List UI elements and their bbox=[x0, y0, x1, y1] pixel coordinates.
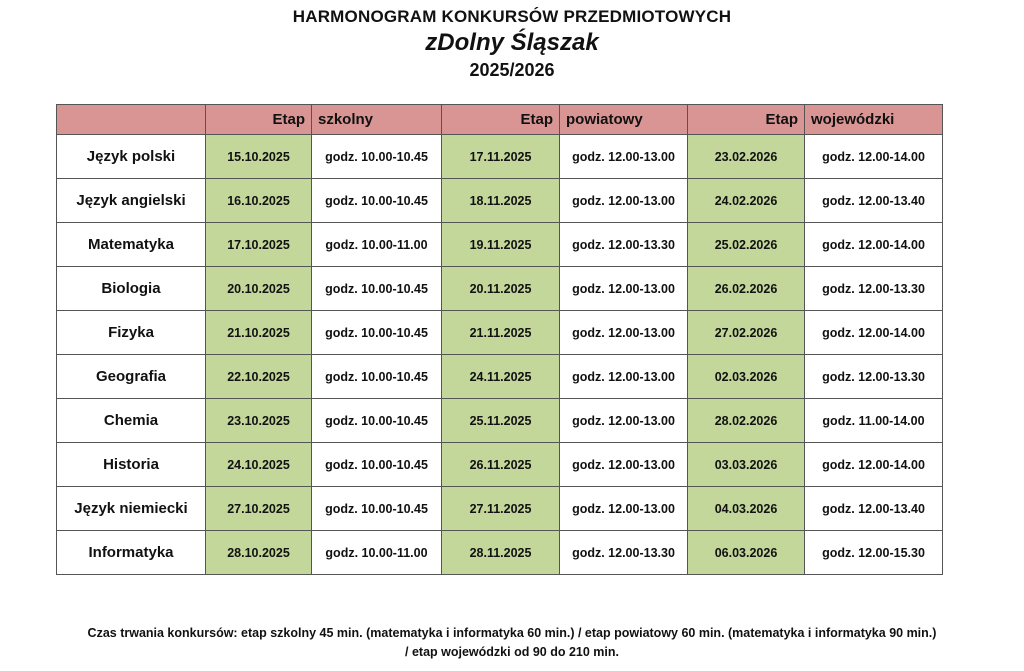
wojewodzki-date-cell: 04.03.2026 bbox=[688, 487, 805, 531]
szkolny-date-cell: 23.10.2025 bbox=[206, 399, 312, 443]
table-row bbox=[57, 487, 943, 531]
powiatowy-hours-cell: godz. 12.00-13.00 bbox=[560, 267, 688, 311]
subject-cell: Język polski bbox=[57, 135, 206, 179]
wojewodzki-date-cell: 26.02.2026 bbox=[688, 267, 805, 311]
table-row bbox=[57, 443, 943, 487]
wojewodzki-date-cell: 02.03.2026 bbox=[688, 355, 805, 399]
subject-cell: Fizyka bbox=[57, 311, 206, 355]
wojewodzki-hours-cell: godz. 12.00-14.00 bbox=[805, 135, 943, 179]
powiatowy-date-cell: 27.11.2025 bbox=[442, 487, 560, 531]
wojewodzki-hours-cell: godz. 12.00-13.40 bbox=[805, 179, 943, 223]
header-szkolny-etap: Etap bbox=[206, 105, 312, 135]
table-header-row bbox=[57, 105, 943, 135]
header-wojewodzki-name: wojewódzki bbox=[805, 105, 943, 135]
wojewodzki-hours-cell: godz. 12.00-14.00 bbox=[805, 443, 943, 487]
table-row bbox=[57, 311, 943, 355]
subject-cell: Informatyka bbox=[57, 531, 206, 575]
powiatowy-hours-cell: godz. 12.00-13.00 bbox=[560, 487, 688, 531]
wojewodzki-hours-cell: godz. 12.00-13.30 bbox=[805, 355, 943, 399]
powiatowy-hours-cell: godz. 12.00-13.00 bbox=[560, 135, 688, 179]
powiatowy-hours-cell: godz. 12.00-13.00 bbox=[560, 179, 688, 223]
powiatowy-date-cell: 21.11.2025 bbox=[442, 311, 560, 355]
table-row bbox=[57, 399, 943, 443]
page-title: HARMONOGRAM KONKURSÓW PRZEDMIOTOWYCH bbox=[292, 7, 732, 26]
header-powiatowy-etap: Etap bbox=[442, 105, 560, 135]
szkolny-date-cell: 28.10.2025 bbox=[206, 531, 312, 575]
table-row bbox=[57, 179, 943, 223]
wojewodzki-date-cell: 27.02.2026 bbox=[688, 311, 805, 355]
competition-name: zDolny Śląszak bbox=[425, 29, 599, 56]
subject-cell: Geografia bbox=[57, 355, 206, 399]
szkolny-date-cell: 16.10.2025 bbox=[206, 179, 312, 223]
subject-cell: Biologia bbox=[57, 267, 206, 311]
schedule-table bbox=[56, 104, 943, 575]
wojewodzki-date-cell: 03.03.2026 bbox=[688, 443, 805, 487]
wojewodzki-hours-cell: godz. 12.00-14.00 bbox=[805, 223, 943, 267]
school-year: 2025/2026 bbox=[469, 60, 555, 80]
powiatowy-date-cell: 17.11.2025 bbox=[442, 135, 560, 179]
header-subject bbox=[57, 105, 206, 135]
header-powiatowy-name: powiatowy bbox=[560, 105, 688, 135]
wojewodzki-date-cell: 06.03.2026 bbox=[688, 531, 805, 575]
subject-cell: Język niemiecki bbox=[57, 487, 206, 531]
powiatowy-date-cell: 19.11.2025 bbox=[442, 223, 560, 267]
table-row bbox=[57, 355, 943, 399]
subject-cell: Język angielski bbox=[57, 179, 206, 223]
szkolny-hours-cell: godz. 10.00-10.45 bbox=[312, 135, 442, 179]
wojewodzki-hours-cell: godz. 11.00-14.00 bbox=[805, 399, 943, 443]
footnote-line1: Czas trwania konkursów: etap szkolny 45 min. (matematyka i informatyka 60 min.) / etap powiatowy 60 min. (matematyka i informatyka 90 min.) bbox=[87, 626, 937, 640]
header-wojewodzki-etap: Etap bbox=[688, 105, 805, 135]
powiatowy-date-cell: 25.11.2025 bbox=[442, 399, 560, 443]
szkolny-hours-cell: godz. 10.00-10.45 bbox=[312, 311, 442, 355]
wojewodzki-date-cell: 28.02.2026 bbox=[688, 399, 805, 443]
powiatowy-hours-cell: godz. 12.00-13.00 bbox=[560, 399, 688, 443]
powiatowy-hours-cell: godz. 12.00-13.30 bbox=[560, 223, 688, 267]
table-row bbox=[57, 223, 943, 267]
szkolny-date-cell: 20.10.2025 bbox=[206, 267, 312, 311]
szkolny-date-cell: 24.10.2025 bbox=[206, 443, 312, 487]
szkolny-hours-cell: godz. 10.00-10.45 bbox=[312, 355, 442, 399]
szkolny-hours-cell: godz. 10.00-11.00 bbox=[312, 531, 442, 575]
szkolny-date-cell: 15.10.2025 bbox=[206, 135, 312, 179]
powiatowy-hours-cell: godz. 12.00-13.00 bbox=[560, 311, 688, 355]
wojewodzki-hours-cell: godz. 12.00-13.30 bbox=[805, 267, 943, 311]
title-block bbox=[0, 6, 1024, 82]
szkolny-hours-cell: godz. 10.00-10.45 bbox=[312, 267, 442, 311]
szkolny-date-cell: 27.10.2025 bbox=[206, 487, 312, 531]
wojewodzki-date-cell: 25.02.2026 bbox=[688, 223, 805, 267]
szkolny-date-cell: 17.10.2025 bbox=[206, 223, 312, 267]
wojewodzki-date-cell: 24.02.2026 bbox=[688, 179, 805, 223]
szkolny-date-cell: 22.10.2025 bbox=[206, 355, 312, 399]
powiatowy-date-cell: 28.11.2025 bbox=[442, 531, 560, 575]
wojewodzki-hours-cell: godz. 12.00-14.00 bbox=[805, 311, 943, 355]
powiatowy-date-cell: 18.11.2025 bbox=[442, 179, 560, 223]
wojewodzki-hours-cell: godz. 12.00-13.40 bbox=[805, 487, 943, 531]
powiatowy-hours-cell: godz. 12.00-13.00 bbox=[560, 355, 688, 399]
szkolny-hours-cell: godz. 10.00-10.45 bbox=[312, 179, 442, 223]
szkolny-hours-cell: godz. 10.00-10.45 bbox=[312, 399, 442, 443]
table-row bbox=[57, 267, 943, 311]
table-row bbox=[57, 135, 943, 179]
powiatowy-hours-cell: godz. 12.00-13.30 bbox=[560, 531, 688, 575]
powiatowy-date-cell: 24.11.2025 bbox=[442, 355, 560, 399]
powiatowy-hours-cell: godz. 12.00-13.00 bbox=[560, 443, 688, 487]
szkolny-hours-cell: godz. 10.00-10.45 bbox=[312, 487, 442, 531]
szkolny-hours-cell: godz. 10.00-11.00 bbox=[312, 223, 442, 267]
subject-cell: Chemia bbox=[57, 399, 206, 443]
wojewodzki-date-cell: 23.02.2026 bbox=[688, 135, 805, 179]
szkolny-date-cell: 21.10.2025 bbox=[206, 311, 312, 355]
powiatowy-date-cell: 26.11.2025 bbox=[442, 443, 560, 487]
subject-cell: Historia bbox=[57, 443, 206, 487]
wojewodzki-hours-cell: godz. 12.00-15.30 bbox=[805, 531, 943, 575]
subject-cell: Matematyka bbox=[57, 223, 206, 267]
duration-footnote bbox=[0, 624, 1024, 662]
table-row bbox=[57, 531, 943, 575]
powiatowy-date-cell: 20.11.2025 bbox=[442, 267, 560, 311]
szkolny-hours-cell: godz. 10.00-10.45 bbox=[312, 443, 442, 487]
footnote-line2: / etap wojewódzki od 90 do 210 min. bbox=[405, 645, 619, 659]
header-szkolny-name: szkolny bbox=[312, 105, 442, 135]
